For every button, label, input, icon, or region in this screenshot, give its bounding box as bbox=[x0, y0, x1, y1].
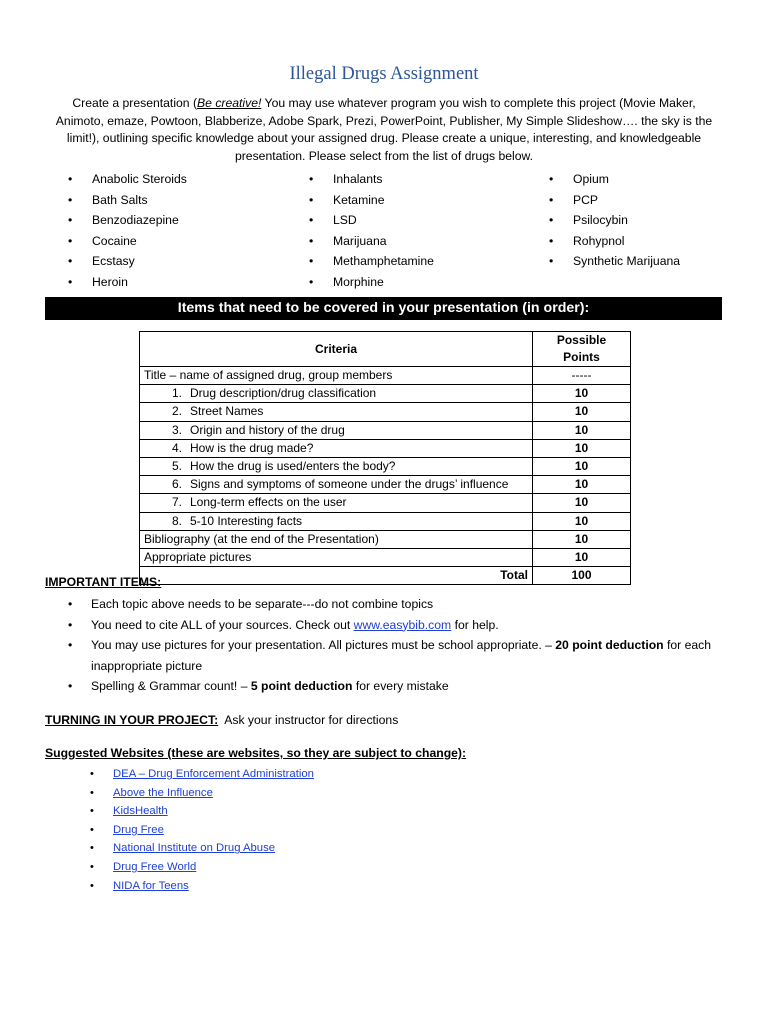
list-item bbox=[90, 765, 314, 784]
drug-item: • Opium bbox=[549, 169, 680, 190]
important-items-list bbox=[68, 594, 728, 697]
drug-item: • Benzodiazepine bbox=[68, 210, 187, 231]
drug-item: • Rohypnol bbox=[549, 231, 680, 252]
bullet-icon: • bbox=[68, 597, 73, 611]
section-banner: Items that need to be covered in your presentation (in order): bbox=[45, 297, 722, 320]
drug-item: • Heroin bbox=[68, 272, 187, 293]
bullet-icon: • bbox=[549, 213, 554, 227]
bullet-icon: • bbox=[90, 842, 94, 855]
list-item bbox=[90, 802, 314, 821]
criteria-cell: Bibliography (at the end of the Presentation) bbox=[140, 530, 533, 548]
bullet-icon: • bbox=[309, 274, 314, 289]
bullet-icon: • bbox=[68, 233, 73, 248]
website-link[interactable]: DEA – Drug Enforcement Administration bbox=[113, 768, 314, 780]
criteria-cell: 7. Long-term effects on the user bbox=[140, 494, 533, 512]
website-link[interactable]: Drug Free World bbox=[113, 860, 197, 873]
suggested-websites-list bbox=[90, 765, 314, 895]
intro-text-start: Create a presentation ( bbox=[72, 96, 198, 110]
criteria-table bbox=[139, 331, 631, 585]
table-row bbox=[140, 403, 631, 421]
table-row bbox=[140, 512, 631, 530]
website-link[interactable]: Above the Influence bbox=[113, 786, 213, 799]
bullet-icon: • bbox=[549, 172, 554, 186]
bullet-icon: • bbox=[90, 823, 94, 836]
criteria-cell: 8. 5-10 Interesting facts bbox=[140, 512, 533, 530]
total-label: Total bbox=[140, 567, 533, 585]
bullet-icon: • bbox=[68, 172, 73, 186]
table-row bbox=[140, 494, 631, 512]
criteria-cell: 2. Street Names bbox=[140, 403, 533, 421]
bullet-icon: • bbox=[68, 192, 73, 207]
drug-item: • Bath Salts bbox=[68, 190, 187, 211]
points-cell: 10 bbox=[533, 476, 631, 494]
criteria-cell: 4. How is the drug made? bbox=[140, 439, 533, 457]
criteria-cell: 6. Signs and symptoms of someone under the drugs’ influence bbox=[140, 476, 533, 494]
criteria-cell: Appropriate pictures bbox=[140, 548, 533, 566]
points-cell: 10 bbox=[533, 457, 631, 475]
points-cell: 10 bbox=[533, 439, 631, 457]
bullet-icon: • bbox=[90, 786, 94, 799]
table-row bbox=[140, 385, 631, 403]
drug-item: • Cocaine bbox=[68, 231, 187, 252]
list-item: • You may use pictures for your presentation. All pictures must be school appropriate. – 20 point deduction for each inappropriate picture bbox=[68, 635, 728, 676]
drug-item: • Ecstasy bbox=[68, 251, 187, 272]
bullet-icon: • bbox=[549, 254, 554, 268]
criteria-cell: Title – name of assigned drug, group members bbox=[140, 367, 533, 385]
bullet-icon: • bbox=[309, 233, 314, 248]
table-row bbox=[140, 457, 631, 475]
list-item: • You need to cite ALL of your sources. Check out www.easybib.com for help. bbox=[68, 615, 728, 636]
website-link[interactable]: Drug Free bbox=[113, 823, 164, 836]
turning-in-section bbox=[45, 713, 398, 727]
list-item: • Each topic above needs to be separate---do not combine topics bbox=[68, 594, 728, 615]
points-cell: 10 bbox=[533, 512, 631, 530]
drug-item: • Synthetic Marijuana bbox=[549, 251, 680, 272]
bullet-icon: • bbox=[549, 233, 554, 248]
criteria-cell: 3. Origin and history of the drug bbox=[140, 421, 533, 439]
drug-item: • Anabolic Steroids bbox=[68, 169, 187, 190]
drug-item: • Morphine bbox=[309, 272, 434, 293]
points-cell: 10 bbox=[533, 494, 631, 512]
intro-text-rest: You may use whatever program you wish to complete this project (Movie Maker, Animoto, emaze, Powtoon, Blabberize, Adobe Spark, Prezi, PowerPoint, Publisher, My Simple Slideshow…. the sky is the limit!), outlining specific knowledge about your assigned drug. Please create a unique, interesting, and knowledgeable presentation. Please select from the list of drugs below. bbox=[55, 96, 713, 163]
turning-in-label: TURNING IN YOUR PROJECT: bbox=[45, 713, 219, 727]
bullet-icon: • bbox=[309, 213, 314, 227]
criteria-cell: 5. How the drug is used/enters the body? bbox=[140, 457, 533, 475]
list-item bbox=[90, 839, 314, 858]
easybib-link[interactable]: www.easybib.com bbox=[353, 617, 452, 632]
bullet-icon: • bbox=[68, 274, 73, 289]
important-items-heading: IMPORTANT ITEMS: bbox=[45, 575, 162, 589]
table-row bbox=[140, 439, 631, 457]
bullet-icon: • bbox=[68, 617, 73, 632]
suggested-websites-heading: Suggested Websites (these are websites, so they are subject to change): bbox=[45, 746, 467, 760]
points-cell: 10 bbox=[533, 548, 631, 566]
bullet-icon: • bbox=[90, 768, 94, 780]
table-row bbox=[140, 421, 631, 439]
drug-item: • Psilocybin bbox=[549, 210, 680, 231]
intro-paragraph bbox=[52, 95, 716, 165]
column-header-points: Possible Points bbox=[533, 332, 631, 367]
bullet-icon: • bbox=[68, 638, 73, 652]
drug-item: • Ketamine bbox=[309, 190, 434, 211]
column-header-criteria: Criteria bbox=[140, 332, 533, 367]
table-total-row bbox=[140, 567, 631, 585]
list-item bbox=[90, 877, 314, 896]
drug-list-column-1 bbox=[68, 169, 187, 292]
table-header-row bbox=[140, 332, 631, 367]
criteria-cell: 1. Drug description/drug classification bbox=[140, 385, 533, 403]
bullet-icon: • bbox=[90, 860, 94, 873]
table-row bbox=[140, 530, 631, 548]
website-link[interactable]: KidsHealth bbox=[113, 805, 168, 818]
drug-item: • LSD bbox=[309, 210, 434, 231]
bullet-icon: • bbox=[68, 213, 73, 227]
points-cell: 10 bbox=[533, 403, 631, 421]
list-item: • Spelling & Grammar count! – 5 point deduction for every mistake bbox=[68, 676, 728, 697]
website-link[interactable]: National Institute on Drug Abuse bbox=[113, 842, 276, 855]
page-title: Illegal Drugs Assignment bbox=[289, 64, 479, 84]
drug-list-column-2 bbox=[309, 169, 434, 292]
table-row bbox=[140, 548, 631, 566]
bullet-icon: • bbox=[90, 805, 94, 818]
drug-item: • Inhalants bbox=[309, 169, 434, 190]
bullet-icon: • bbox=[309, 192, 314, 207]
list-item bbox=[90, 821, 314, 840]
intro-be-creative: Be creative! bbox=[197, 96, 262, 110]
drug-list-column-3 bbox=[549, 169, 680, 272]
points-cell: ----- bbox=[533, 367, 631, 385]
points-cell: 10 bbox=[533, 385, 631, 403]
drug-item: • PCP bbox=[549, 190, 680, 211]
bullet-icon: • bbox=[68, 254, 73, 268]
total-points: 100 bbox=[533, 567, 631, 585]
bullet-icon: • bbox=[309, 172, 314, 186]
list-item bbox=[90, 784, 314, 803]
drug-item: • Methamphetamine bbox=[309, 251, 434, 272]
bullet-icon: • bbox=[90, 879, 94, 892]
points-cell: 10 bbox=[533, 421, 631, 439]
table-row bbox=[140, 367, 631, 385]
website-link[interactable]: NIDA for Teens bbox=[113, 879, 189, 892]
turning-in-text: Ask your instructor for directions bbox=[218, 713, 399, 727]
table-row bbox=[140, 476, 631, 494]
list-item bbox=[90, 858, 314, 877]
points-cell: 10 bbox=[533, 530, 631, 548]
bullet-icon: • bbox=[68, 679, 73, 693]
bullet-icon: • bbox=[549, 192, 554, 207]
bullet-icon: • bbox=[309, 254, 314, 268]
drug-item: • Marijuana bbox=[309, 231, 434, 252]
